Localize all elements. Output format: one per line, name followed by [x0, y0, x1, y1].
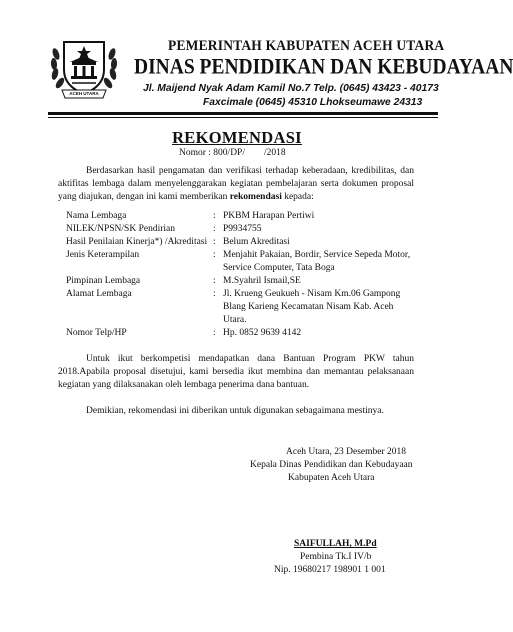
detail-colon: :	[213, 328, 216, 338]
detail-label: Jenis Keterampilan	[66, 250, 140, 260]
letterhead-rule-thin	[48, 117, 438, 118]
intro-paragraph	[58, 165, 414, 204]
signatory-nip: Nip. 19680217 198901 1 001	[274, 565, 386, 575]
detail-value: Hp. 0852 9639 4142	[223, 328, 302, 338]
detail-label: NILEK/NPSN/SK Pendirian	[66, 224, 175, 234]
detail-colon: :	[213, 250, 216, 260]
detail-label: Hasil Penilaian Kinerja*) /Akreditasi	[66, 237, 208, 247]
detail-label: Pimpinan Lembaga	[66, 276, 141, 286]
signature-place-date: Aceh Utara, 23 Desember 2018	[286, 447, 407, 457]
detail-label: Nomor Telp/HP	[66, 328, 127, 338]
logo-caption: ACEH UTARA	[69, 91, 99, 96]
detail-value: Menjahit Pakaian, Bordir, Service Sepeda Motor, Service Computer, Tata Boga	[223, 250, 411, 273]
letterhead-fax: Faxcimale (0645) 45310 Lhokseumawe 24313	[203, 97, 423, 108]
body-text: Untuk ikut berkompetisi mendapatkan dana Bantuan Program PKW tahun 2018.Apabila proposal disetujui, kami bersedia ikut membina dan memantau pelaksanaan kegiatan yang dilaksanakan oleh lembaga penerima dana bantuan.	[58, 354, 414, 390]
signature-position: Kepala Dinas Pendidikan dan Kebudayaan	[250, 460, 413, 470]
intro-bold: rekomendasi	[229, 192, 282, 202]
letterhead-government: PEMERINTAH KABUPATEN ACEH UTARA	[168, 37, 445, 54]
detail-value: M.Syahril Ismail,SE	[223, 276, 301, 286]
signature-position-region: Kabupaten Aceh Utara	[288, 473, 375, 483]
closing-text: Demikian, rekomendasi ini diberikan untuk digunakan sebagaimana mestinya.	[86, 406, 384, 416]
body-paragraph	[58, 353, 414, 392]
detail-colon: :	[213, 224, 216, 234]
closing-paragraph	[58, 405, 414, 418]
detail-label: Nama Lembaga	[66, 211, 127, 221]
detail-value: PKBM Harapan Pertiwi	[223, 211, 315, 221]
letterhead-agency: DINAS PENDIDIKAN DAN KEBUDAYAAN	[134, 55, 513, 80]
regency-logo	[48, 36, 120, 102]
document-title: REKOMENDASI	[172, 128, 302, 147]
detail-colon: :	[213, 237, 216, 247]
detail-colon: :	[213, 276, 216, 286]
document-number: Nomor : 800/DP/ /2018	[179, 148, 286, 158]
detail-value: P9934755	[223, 224, 262, 234]
signatory-name: SAIFULLAH, M.Pd	[294, 539, 377, 549]
detail-value: Belum Akreditasi	[223, 237, 290, 247]
signatory-rank: Pembina Tk.I IV/b	[300, 552, 372, 562]
letterhead-rule-thick	[48, 112, 438, 115]
intro-text: Berdasarkan hasil pengamatan dan verifikasi terhadap keberadaan, kredibilitas, dan aktifitas lembaga dalam menyelenggarakan kegiatan pembelajaran serta dokumen proposal yang diajukan, dengan ini kami memberikan	[58, 166, 414, 202]
letterhead-address: Jl. Maijend Nyak Adam Kamil No.7 Telp. (0645) 43423 - 40173	[143, 83, 439, 94]
intro-tail: kepada:	[281, 192, 314, 202]
detail-value: Jl. Krueng Geukueh - Nisam Km.06 Gampong Blang Karieng Kecamatan Nisam Kab. Aceh Utara.	[223, 289, 401, 325]
detail-label: Alamat Lembaga	[66, 289, 132, 299]
detail-colon: :	[213, 289, 216, 299]
detail-colon: :	[213, 211, 216, 221]
